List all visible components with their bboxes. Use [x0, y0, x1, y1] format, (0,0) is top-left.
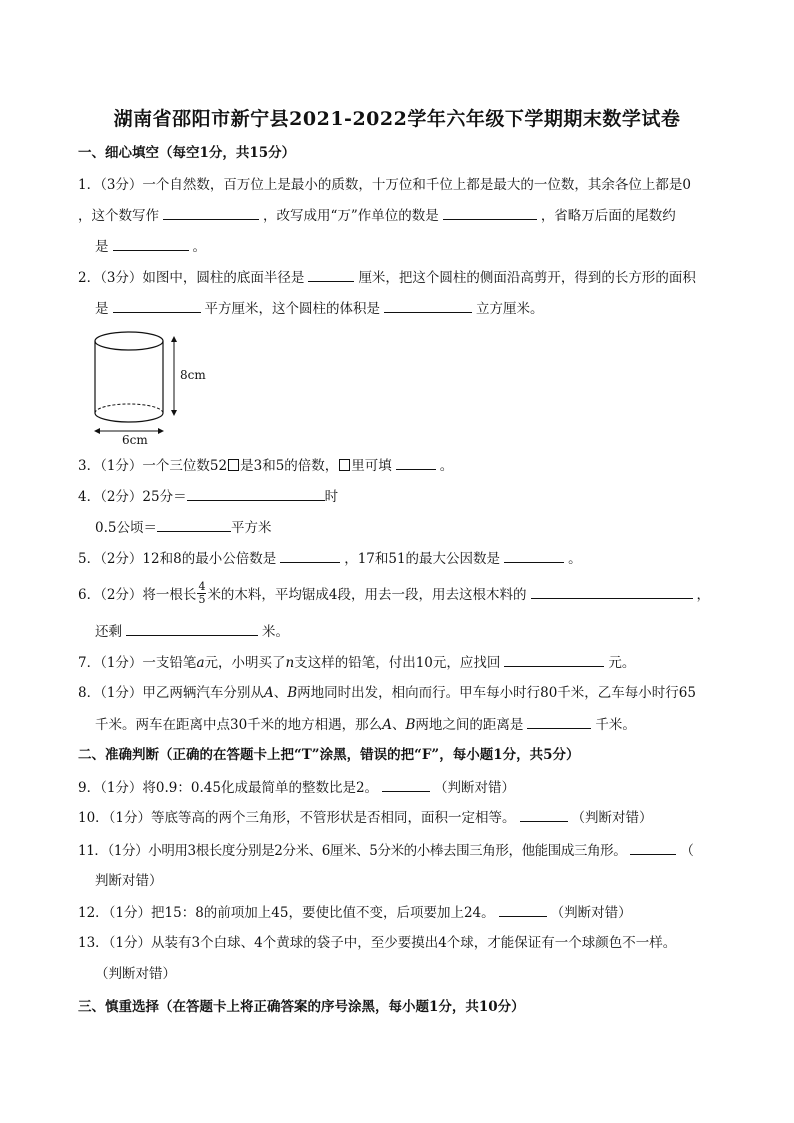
section-3-heading: 三、慎重选择（在答题卡上将正确答案的序号涂黑，每小题1分，共10分）	[78, 999, 525, 1015]
question-4-line-1: 4．（2分）25分＝ 时	[78, 486, 338, 507]
answer-blank[interactable]	[443, 205, 537, 220]
question-7: 7．（1分）一支铅笔a元，小明买了n支这样的铅笔，付出10元，应找回 元。	[78, 652, 635, 673]
answer-blank[interactable]	[308, 267, 354, 282]
question-13-line-1: 13．（1分）从装有3个白球、4个黄球的袋子中，至少要摸出4个球，才能保证有一个球颜色不一样。	[78, 935, 677, 951]
answer-blank[interactable]	[187, 486, 325, 501]
height-label: 8cm	[180, 368, 206, 382]
answer-blank[interactable]	[531, 584, 693, 599]
question-1-line-3: 是 。	[95, 236, 206, 257]
answer-blank[interactable]	[126, 621, 258, 636]
answer-blank[interactable]	[113, 236, 189, 251]
question-2-line-2: 是 平方厘米，这个圆柱的体积是 立方厘米。	[95, 298, 544, 319]
question-4-line-2: 0.5公顷＝ 平方米	[95, 517, 271, 538]
question-13-line-2: （判断对错）	[95, 966, 176, 982]
question-11-line-2: 判断对错）	[95, 873, 163, 889]
width-arrow-head-left	[94, 428, 100, 434]
height-arrow-head-top	[171, 336, 177, 342]
cylinder-bottom-back	[95, 404, 163, 413]
answer-blank[interactable]	[163, 205, 259, 220]
answer-blank[interactable]	[504, 548, 564, 563]
digit-box	[228, 459, 239, 471]
question-8-line-1: 8．（1分）甲乙两辆汽车分别从A、B两地同时出发，相向而行。甲车每小时行80千米，乙车每小时行65	[78, 685, 696, 701]
fraction-four-fifths: $\frac{4}{5}$	[198, 580, 206, 606]
question-8-line-2: 千米。两车在距离中点30千米的地方相遇，那么A、B两地之间的距离是 千米。	[95, 714, 636, 735]
question-1-line-2: ，这个数写作 ，改写成用“万”作单位的数是 ，省略万后面的尾数约	[78, 205, 676, 226]
answer-blank[interactable]	[520, 807, 568, 822]
cylinder-figure	[88, 327, 218, 445]
answer-blank[interactable]	[527, 714, 591, 729]
question-6-line-2: 还剩 米。	[95, 621, 289, 642]
question-9: 9．（1分）将0.9：0.45化成最简单的整数比是2。 （判断对错）	[78, 777, 515, 798]
question-1-line-1: 1．（3分）一个自然数，百万位上是最小的质数，十万位和千位上都是最大的一位数，其余各位上都是0	[78, 177, 692, 193]
answer-blank[interactable]	[113, 298, 201, 313]
answer-blank[interactable]	[499, 902, 547, 917]
section-2-heading: 二、准确判断（正确的在答题卡上把“T”涂黑，错误的把“F”，每小题1分，共5分）	[78, 747, 580, 763]
cylinder-bottom-front	[95, 413, 163, 422]
question-6-line-1: 6．（2分）将一根长 $\frac{4}{5}$ 米的木料，平均锯成4段，用去一段，用去这根木料的 ，	[78, 580, 711, 606]
height-arrow-head-bottom	[171, 410, 177, 416]
answer-blank[interactable]	[630, 840, 676, 855]
question-10: 10．（1分）等底等高的两个三角形，不管形状是否相同，面积一定相等。 （判断对错）	[78, 807, 653, 828]
answer-blank[interactable]	[396, 455, 436, 470]
width-label: 6cm	[122, 433, 148, 445]
answer-blank[interactable]	[382, 777, 430, 792]
question-2-line-1: 2．（3分）如图中，圆柱的底面半径是 厘米，把这个圆柱的侧面沿高剪开，得到的长方形的面积	[78, 267, 696, 288]
answer-blank[interactable]	[280, 548, 340, 563]
question-12: 12．（1分）把15：8的前项加上45，要使比值不变，后项要加上24。 （判断对错）	[78, 902, 632, 923]
cylinder-top-ellipse	[95, 332, 163, 350]
question-5: 5．（2分）12和8的最小公倍数是 ，17和51的最大公因数是 。	[78, 548, 582, 569]
digit-box	[339, 459, 350, 471]
answer-blank[interactable]	[504, 652, 604, 667]
question-3: 3．（1分）一个三位数52 是3和5的倍数， 里可填 。	[78, 455, 453, 476]
answer-blank[interactable]	[384, 298, 472, 313]
answer-blank[interactable]	[157, 517, 231, 532]
page-title: 湖南省邵阳市新宁县2021-2022学年六年级下学期期末数学试卷	[113, 108, 681, 130]
width-arrow-head-right	[158, 428, 164, 434]
section-1-heading: 一、细心填空（每空1分，共15分）	[78, 145, 296, 161]
question-11-line-1: 11．（1分）小明用3根长度分别是2分米、6厘米、5分米的小棒去围三角形，他能围成三角形。 （	[78, 840, 694, 861]
